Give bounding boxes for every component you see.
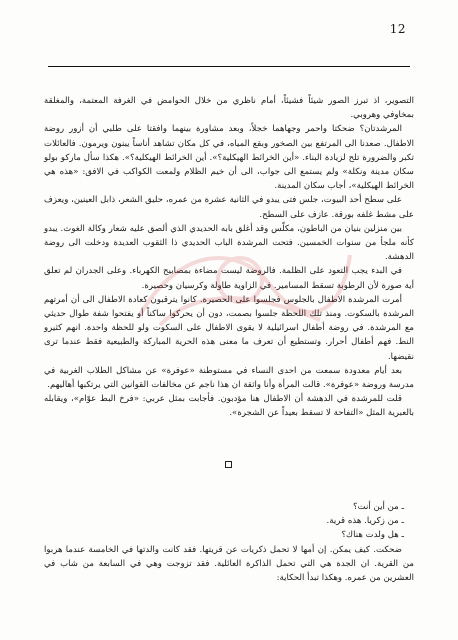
paragraph: في البدء يجب التعود على الظلمة. فالروضة ليست مضاءة بمصابيح الكهرباء. وعلى الجدران لم تعلق أية صورة لأن الرطوبة تسقط المسامير. في الزاوية طاولة وكرسيان وحصيرة.	[44, 266, 414, 291]
dialogue-line: ـ من أين أنت؟	[353, 502, 404, 512]
page-number: 12	[389, 22, 406, 36]
paragraph: على سطح أحد البيوت، جلس فتى يبدو في الثانية عشرة من عمره، حليق الشعر، ذابل العينين، ويعزف على مشط غلفه بورقة. عازف على السطح.	[44, 195, 414, 220]
paragraph: التصوير، اذ تبرز الصور شيئاً فشيئاً، أمام ناظري من خلال الحوامض في الغرفة المعتمة، والمغلقة بمخاوفي وهروبي.	[44, 96, 414, 121]
paragraph: بعد أيام معدودة سمعت من احدى النساء في مستوطنة «عوفرة» عن مشاكل الطلاب الغربية في مدرسة وروضة «عوفرة». قالت المرأة وأنا واثقة ان هذا ناجم عن مخالفات القوانين التي يرتكبها أهاليهم.	[44, 365, 414, 391]
header-rule	[48, 66, 410, 67]
dialogue-line: ـ من زكريا. هذه قرية.	[326, 516, 404, 527]
dialogue-text	[44, 500, 414, 585]
paragraph: قلت للمرشدة في الدهشة أن الاطفال هنا مؤدبون. فأجابت بمثل عربي: «فرخ البط عوّام»، ويقابله بالعبرية المثل «التفاحة لا تسقط بعيداً عن الشجرة».	[44, 394, 414, 419]
dialogue-line: ـ هل ولدت هناك؟	[341, 530, 404, 541]
main-text	[44, 94, 414, 421]
section-separator-square	[225, 461, 232, 468]
paragraph: بين منزلين بنيان من الباطون، مكلّس وقد أغلق بابه الحديدي الذي ألصق عليه شعار وكالة الغوث. يبدو كأنه ملجأ من سنوات الخمسين. فتحت المرشدة الباب الحديدي ذا الثقوب العديدة ودخلت الى روضة الدهشة.	[44, 223, 414, 263]
paragraph: ضحكت. كيف يمكن. إن أمها لا تحمل ذكريات عن قريتها. فقد كانت والدتها في الخامسة عندما هربوا من القرية. ان الجدة هي التي تحمل الذاكرة العائلية. فقد تزوجت وهي في السابعة من شاب في العشرين من عمره. وهكذا تبدأ الحكاية:	[44, 544, 414, 584]
paragraph: المرشدتان؟ ضحكتا واحمر وجهاهما خجلاً، وبعد مشاورة بينهما وافقتا على طلبي أن أزور روضة الاطفال. صعدنا الى المرتفع بين الصخور وبقع المياه، في كل مكان تشاهد أناساً يبنون ويرمون. فالعائلات تكبر والضرورة تلح لزيادة البناء. «أين الخرائط الهيكلية؟». أين الخرائط الهيكلية؟». هكذا سأل ماركو بولو سكان مدينة ونكلة» ولم يستمع الى جواب، الى أن خيم الظلام ولمعت الكواكب في الافق: «هذه هي الخرائط الهيكلية»، أجاب سكان المدينة.	[44, 124, 414, 192]
paragraph: أمرت المرشدة الاطفال بالجلوس فجلسوا على الحصيرة. كانوا يترقبون كعادة الاطفال الى أن أمرتهم المرشدة بالسكوت. ومنذ تلك اللحظة جلسوا بصمت، دون أن يحركوا ساكناً أو يفتحوا شفة طوال حديثي مع المرشدة. في روضة أطفال اسرائيلية لا يقوى الاطفال على السكوت ولو للحظة واحدة. انهم كثيرو النط. فهم أطفال أحرار. وتستطيع أن تعرف ما معنى هذه الحرية المباركة والطبيعية فقط عندما ترى نقيضها.	[44, 294, 414, 362]
